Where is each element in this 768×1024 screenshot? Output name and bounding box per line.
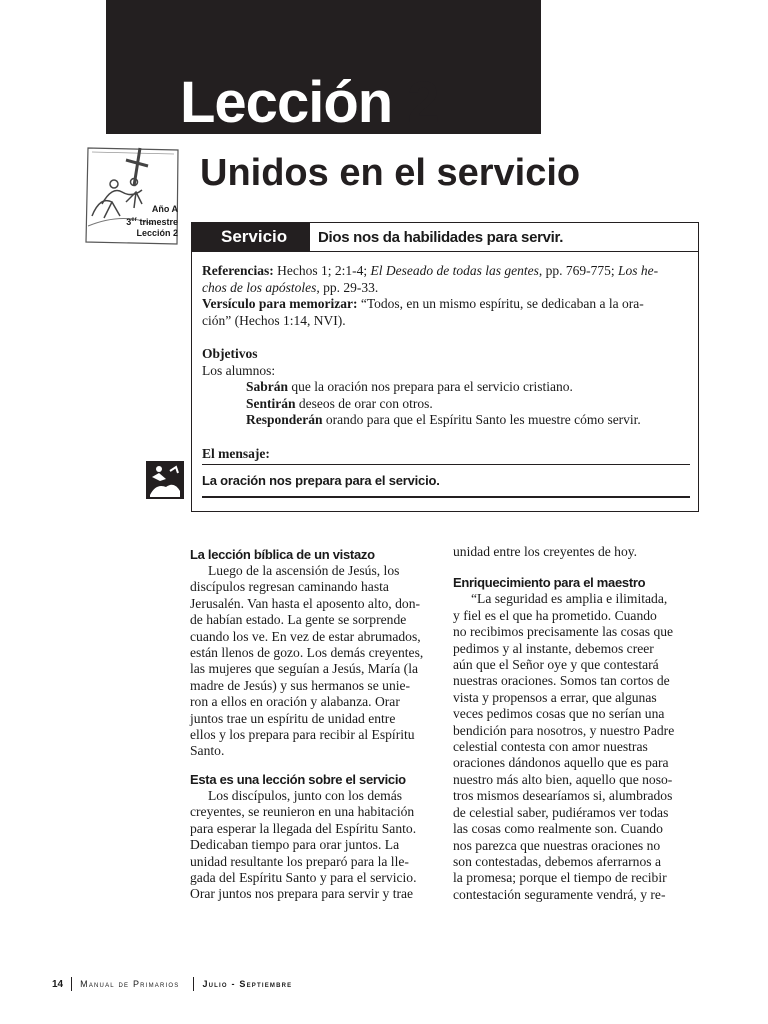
message-heading: El mensaje: bbox=[202, 445, 270, 461]
section-heading: Enriquecimiento para el maestro bbox=[453, 575, 646, 591]
section-heading: Esta es una lección sobre el servicio bbox=[190, 771, 406, 787]
memory-verse: Versículo para memorizar: “Todos, en un mismo espíritu, se dedicaban a la ora- bbox=[202, 296, 644, 311]
column-right: unidad entre los creyentes de hoy. Enriquecimiento para el maestro “La seguridad es amplia e ilimitada, y fiel es el que ha prometido. Cuando no recibimos precisamente las cosas que pedimos y al instante, debemos creer aún que el Señor oye y que contestará nuestras oraciones. Somos tan cortos de vista y propensos a errar, que algunas veces pedimos cosas que no serían una bendición para nosotros, y nuestro Padre celestial contesta con amor nuestras oraciones dándonos aquello que es para nuestro más alto bien, aquello que noso- tros mismos desearíamos si, alumbrados de celestial saber, pudiéramos ver todas las cosas como realmente son. Cuando nos parezca que nuestras oraciones no son contestadas, debemos aferrarnos a la promesa; porque el tiempo de recibir contestación seguramente vendrá, y re- bbox=[453, 544, 703, 903]
objectives-heading: Objetivos bbox=[202, 346, 258, 361]
references: Referencias: Hechos 1; 2:1-4; El Deseado de todas las gentes, pp. 769-775; Los he- bbox=[202, 263, 659, 278]
divider bbox=[202, 496, 690, 498]
service-hands-icon bbox=[146, 461, 184, 499]
manual-name: Manual de Primarios bbox=[80, 979, 180, 989]
footer-divider bbox=[193, 977, 194, 991]
message-text: La oración nos prepara para el servicio. bbox=[202, 473, 440, 488]
column-left: La lección bíblica de un vistazo Luego de la ascensión de Jesús, los discípulos regresan caminando hasta Jerusalén. Van hasta el aposento alto, don- de habían estado. La gente se sorprende cuando los ve. En vez de estar abrumados, están llenos de gozo. Los demás creyentes, las mujeres que seguían a Jesús, María (la madre de Jesús) y sus hermanos se unie- ron a ellos en oración y alabanza. Orar juntos trae un espíritu de unidad entre ellos y los prepara para recibir al Espíritu Santo. Esta es una lección sobre el servicio Los discípulos, junto con los demás creyentes, se reunieron en una habitación para esperar la llegada del Espíritu Santo. Dedicaban tiempo para orar juntos. La unidad resultante los preparó para la lle- gada del Espíritu Santo y para el servicio. Orar juntos nos prepara para servir y trae bbox=[190, 546, 440, 903]
period-name: Julio - Septiembre bbox=[202, 979, 293, 989]
theme-label: Servicio bbox=[192, 223, 310, 251]
page-footer bbox=[52, 977, 292, 991]
footer-divider bbox=[71, 977, 72, 991]
lesson-title: Lección 2 bbox=[180, 70, 439, 135]
section-heading: La lección bíblica de un vistazo bbox=[190, 547, 375, 562]
course-badge: Año A 3er trimestre Lección 2 bbox=[126, 204, 178, 238]
students-line: Los alumnos: bbox=[202, 362, 276, 378]
objective-item: Sentirán deseos de orar con otros. bbox=[246, 395, 433, 411]
page-number: 14 bbox=[52, 978, 64, 990]
lesson-info-box: Referencias: Hechos 1; 2:1-4; El Deseado de todas las gentes, pp. 769-775; Los he- chos de los apóstoles, pp. 29-33. Versículo para memorizar: “Todos, en un mismo espíritu, se dedicaban a la ora- ción” (Hechos 1:14, NVI). Objetivos Los alumnos: Sabrán que la oración nos prepara para el servicio cristiano. Sentirán deseos de orar con otros. Responderán orando para que el Espíritu Santo les muestre cómo servir. El mensaje: La oración nos prepara para el servicio. bbox=[191, 252, 699, 512]
lesson-subtitle: Unidos en el servicio bbox=[200, 152, 581, 194]
objective-item: Responderán orando para que el Espíritu Santo les muestre cómo servir. bbox=[246, 412, 641, 427]
objective-item: Sabrán que la oración nos prepara para el servicio cristiano. bbox=[246, 379, 573, 394]
theme-bar bbox=[191, 222, 699, 252]
theme-text: Dios nos da habilidades para servir. bbox=[318, 228, 564, 246]
